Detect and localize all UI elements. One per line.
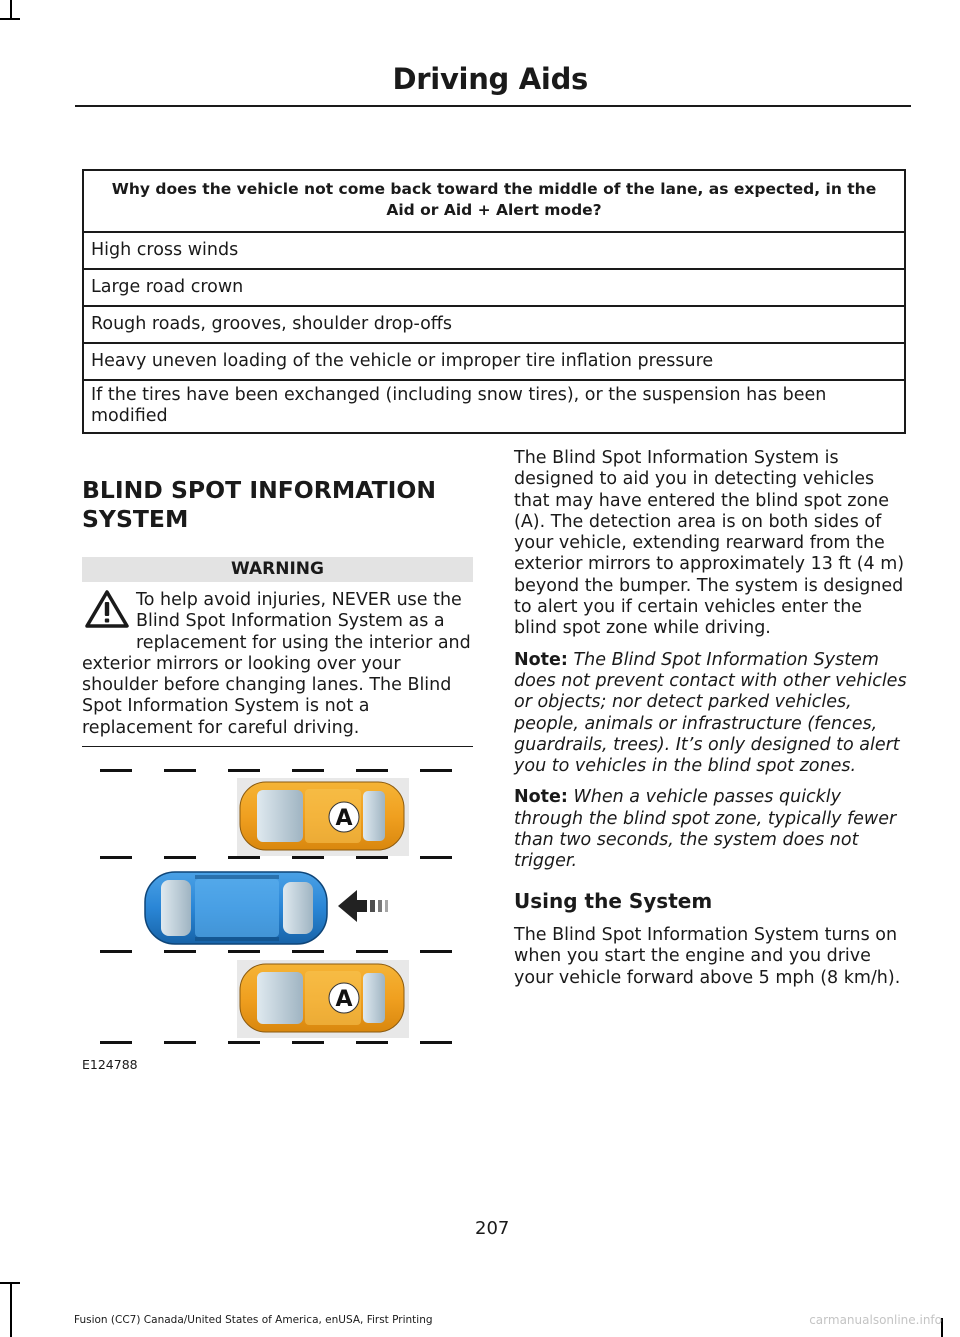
table-row [83,306,905,343]
crop-mark-top-left-vertical [10,0,12,20]
header-rule [75,105,911,107]
warning-label: WARNING [82,557,473,582]
figure-code: E124788 [82,1057,138,1072]
table-cell: Heavy uneven loading of the vehicle or improper tire inflation pressure [83,343,905,380]
faq-table [82,169,906,434]
note-2-label: Note: [514,787,568,808]
approach-arrow [338,890,388,922]
crop-mark-bottom-left-vertical [10,1282,12,1337]
watermark: carmanualsonline.info [809,1313,942,1327]
crop-mark-top-left-horizontal [0,18,20,20]
note-1-text: The Blind Spot Information System does not prevent contact with other vehicles or objects; nor detect parked vehicles, people, animals or infrastructure (fences, guardrails, trees). It’s only designed to alert you to vehicles in the blind spot zones. [514,649,907,777]
icon-spacer [82,590,136,642]
host-car [145,872,327,944]
warning-text: To help avoid injuries, NEVER use the Blind Spot Information System as a replacement for using the interior and exterior mirrors or looking over your shoulder before changing lanes. The Blind Spot Information System is not a replacement for careful driving. [82,590,471,738]
table-cell: If the tires have been exchanged (including snow tires), or the suspension has been modified [83,380,905,433]
warning-body [82,590,474,739]
table-row [83,380,905,433]
usage-paragraph: The Blind Spot Information System turns on when you start the engine and you drive your vehicle forward above 5 mph (8 km/h). [514,924,901,988]
warning-rule [82,746,473,747]
zone-label-a-top: A [335,806,353,831]
crop-mark-bottom-left-horizontal [0,1282,20,1284]
footer-text: Fusion (CC7) Canada/United States of America, enUSA, First Printing [74,1314,433,1326]
note-2 [514,787,908,872]
table-row [83,343,905,380]
faq-question: Why does the vehicle not come back toward the middle of the lane, as expected, in the Aid or Aid + Alert mode? [83,170,905,232]
subheading-using-system: Using the System [514,888,713,913]
zone-car-bottom [237,960,409,1038]
blind-spot-diagram [95,758,460,1048]
right-column [514,448,908,999]
table-cell: Rough roads, grooves, shoulder drop-offs [83,306,905,343]
intro-paragraph: The Blind Spot Information System is designed to aid you in detecting vehicles that may have entered the blind spot zone (A). The detection area is on both sides of your vehicle, extending rearward from the exterior mirrors to approximately 13 ft (4 m) beyond the bumper. The system is designed to alert you if certain vehicles enter the blind spot zone while driving. [514,448,905,639]
note-1-label: Note: [514,649,568,670]
page-number: 207 [475,1218,510,1239]
faq-table-header-row [83,170,905,232]
table-row [83,269,905,306]
table-cell: High cross winds [83,232,905,269]
table-row [83,232,905,269]
table-cell: Large road crown [83,269,905,306]
zone-label-a-bottom: A [335,987,353,1012]
note-1 [514,650,908,778]
zone-car-top [237,778,409,856]
section-title: BLIND SPOT INFORMATION SYSTEM [82,476,437,533]
note-2-text: When a vehicle passes quickly through the blind spot zone, typically fewer than two seconds, the system does not trigger. [514,787,897,872]
page-header-title: Driving Aids [392,62,588,96]
